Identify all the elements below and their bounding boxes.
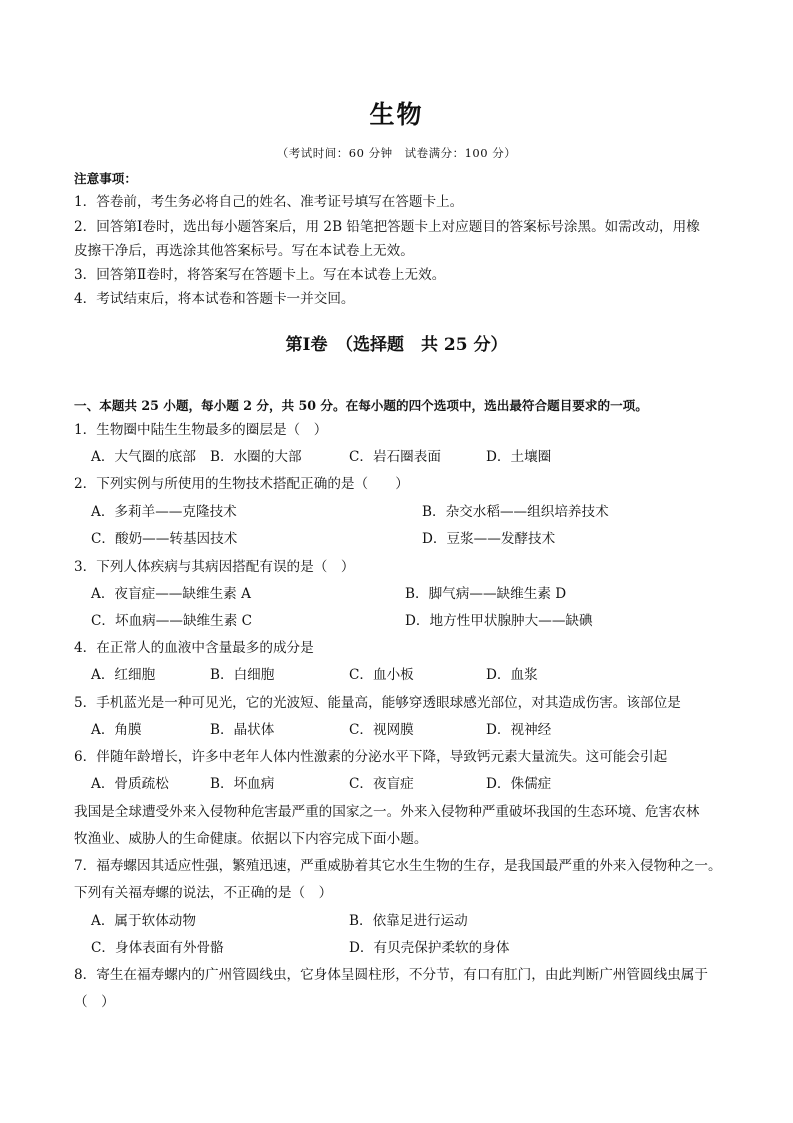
question-stem: 4．在正常人的血液中含量最多的成分是 bbox=[74, 640, 314, 656]
notice-heading: 注意事项： bbox=[74, 171, 137, 186]
question-stem-cont: （ ） bbox=[74, 994, 115, 1010]
question-stem: 6．伴随年龄增长，许多中老年人体内性激素的分泌水平下降，导致钙元素大量流失。这可能会引起 bbox=[74, 749, 668, 765]
option-c: C．身体表面有外骨骼 bbox=[91, 940, 224, 956]
question-stem: 8．寄生在福寿螺内的广州管圆线虫，它身体呈圆柱形，不分节，有口有肛门，由此判断广州管圆线虫属于 bbox=[74, 967, 708, 983]
option-a: A．角膜 bbox=[91, 722, 142, 738]
part-instructions: 一、本题共 25 小题，每小题 2 分，共 50 分。在每小题的四个选项中，选出最符合题目要求的一项。 bbox=[74, 398, 648, 413]
option-b: B．杂交水稻——组织培养技术 bbox=[422, 504, 609, 520]
option-d: D．有贝壳保护柔软的身体 bbox=[349, 940, 510, 956]
option-d: D．豆浆——发酵技术 bbox=[422, 531, 556, 547]
question-stem: 5．手机蓝光是一种可见光，它的光波短、能量高，能够穿透眼球感光部位，对其造成伤害。该部位是 bbox=[74, 695, 681, 711]
page-title: 生物 bbox=[369, 100, 424, 129]
passage-line: 我国是全球遭受外来入侵物种危害最严重的国家之一。外来入侵物种严重破坏我国的生态环境、危害农林 bbox=[74, 804, 700, 820]
passage-line: 牧渔业、威胁人的生命健康。依据以下内容完成下面小题。 bbox=[74, 831, 428, 847]
option-c: C．血小板 bbox=[349, 667, 414, 683]
question-stem-cont: 下列有关福寿螺的说法，不正确的是（ ） bbox=[74, 885, 333, 901]
notice-item: 3．回答第Ⅱ卷时，将答案写在答题卡上。写在本试卷上无效。 bbox=[74, 267, 446, 283]
option-b: B．依靠足进行运动 bbox=[349, 913, 468, 929]
question-stem: 1．生物圈中陆生生物最多的圈层是（ ） bbox=[74, 422, 328, 438]
option-c: C．夜盲症 bbox=[349, 776, 414, 792]
notice-item: 4．考试结束后，将本试卷和答题卡一并交回。 bbox=[74, 291, 355, 307]
option-a: A．大气圈的底部 bbox=[91, 449, 196, 465]
option-b: B．坏血病 bbox=[210, 776, 275, 792]
notice-item: 1．答卷前，考生务必将自己的姓名、准考证号填写在答题卡上。 bbox=[74, 194, 464, 210]
option-c: C．酸奶——转基因技术 bbox=[91, 531, 238, 547]
option-a: A．多莉羊——克隆技术 bbox=[91, 504, 237, 520]
question-stem: 2．下列实例与所使用的生物技术搭配正确的是（ ） bbox=[74, 476, 409, 492]
notice-item: 皮擦干净后，再选涂其他答案标号。写在本试卷上无效。 bbox=[74, 243, 414, 259]
question-stem: 3．下列人体疾病与其病因搭配有误的是（ ） bbox=[74, 559, 355, 575]
option-a: A．红细胞 bbox=[91, 667, 156, 683]
option-d: D．视神经 bbox=[486, 722, 552, 738]
option-b: B．脚气病——缺维生素 D bbox=[405, 586, 567, 602]
option-c: C．视网膜 bbox=[349, 722, 414, 738]
option-d: D．血浆 bbox=[486, 667, 538, 683]
option-a: A．属于软体动物 bbox=[91, 913, 196, 929]
option-d: D．侏儒症 bbox=[486, 776, 552, 792]
notice-item: 2．回答第Ⅰ卷时，选出每小题答案后，用 2B 铅笔把答题卡上对应题目的答案标号涂黑。如需改动，用橡 bbox=[74, 219, 700, 235]
section-title: 第Ⅰ卷 （选择题 共 25 分） bbox=[285, 335, 508, 355]
question-stem: 7．福寿螺因其适应性强，繁殖迅速，严重威胁着其它水生生物的生存，是我国最严重的外来入侵物种之一。 bbox=[74, 858, 722, 874]
option-c: C．坏血病——缺维生素 C bbox=[91, 613, 253, 629]
option-c: C．岩石圈表面 bbox=[349, 449, 441, 465]
option-a: A．骨质疏松 bbox=[91, 776, 169, 792]
option-a: A．夜盲症——缺维生素 A bbox=[91, 586, 251, 602]
option-d: D．地方性甲状腺肿大——缺碘 bbox=[405, 613, 593, 629]
exam-info: （考试时间：60 分钟 试卷满分：100 分） bbox=[276, 146, 517, 160]
option-b: B．晶状体 bbox=[210, 722, 275, 738]
option-b: B．水圈的大部 bbox=[210, 449, 302, 465]
option-d: D．土壤圈 bbox=[486, 449, 552, 465]
option-b: B．白细胞 bbox=[210, 667, 275, 683]
